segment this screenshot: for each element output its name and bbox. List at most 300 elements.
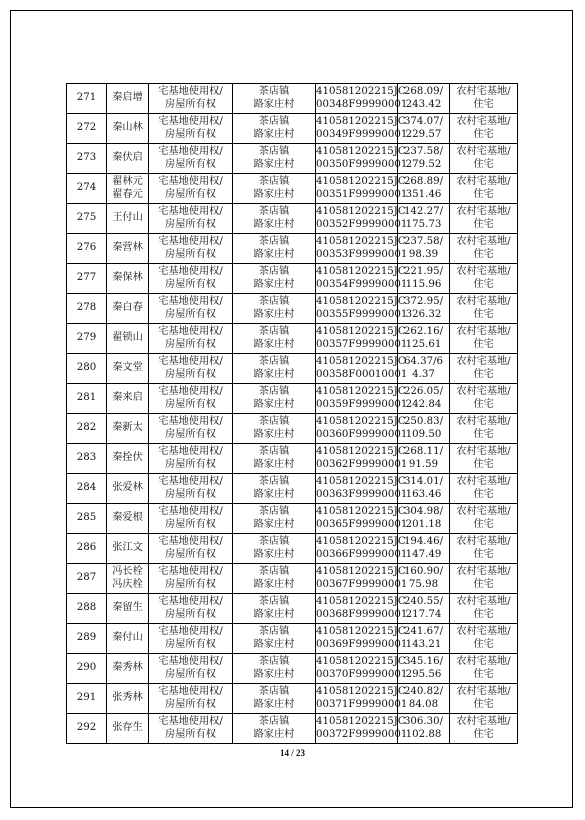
- cell-area-line: 240.82/: [403, 686, 444, 697]
- cell-owner-name-line: 冯庆栓: [112, 578, 143, 590]
- cell-land-use-line: 住宅: [473, 548, 494, 560]
- cell-location: [233, 84, 316, 114]
- cell-right-type-line: 房屋所有权: [165, 218, 216, 230]
- cell-location-line: 路家庄村: [253, 398, 295, 410]
- cell-land-use: [450, 624, 518, 654]
- cell-right-type-line: 宅基地使用权/: [158, 326, 223, 337]
- cell-right-type-line: 宅基地使用权/: [158, 116, 223, 127]
- cell-right-type-line: 房屋所有权: [165, 698, 216, 710]
- cell-owner-name: [107, 714, 149, 744]
- cell-land-use-line: 住宅: [473, 368, 494, 380]
- cell-land-use: [450, 204, 518, 234]
- cell-right-type-line: 宅基地使用权/: [158, 536, 223, 547]
- cell-unit-code-line: 410581202215JC: [316, 566, 406, 577]
- cell-area-line: 372.95/: [403, 296, 444, 307]
- cell-unit-code-line: 410581202215JC: [316, 416, 406, 427]
- cell-unit-code-line: 00372F99990001: [316, 728, 408, 740]
- cell-unit-code-line: 00363F99990001: [316, 488, 408, 500]
- cell-serial-number: 272: [67, 114, 107, 144]
- cell-owner-name-line: 秦山林: [112, 122, 143, 134]
- cell-right-type-line: 宅基地使用权/: [158, 356, 223, 367]
- cell-unit-code: [316, 444, 408, 474]
- cell-land-use-line: 住宅: [473, 278, 494, 290]
- cell-location-line: 路家庄村: [253, 368, 295, 380]
- table-row: [67, 414, 518, 444]
- cell-land-use: [450, 654, 518, 684]
- cell-serial-number: 276: [67, 234, 107, 264]
- cell-land-use: [450, 594, 518, 624]
- cell-area-line: 250.83/: [403, 416, 444, 427]
- cell-owner-name-line: 秦付山: [112, 632, 143, 644]
- cell-unit-code-line: 410581202215JC: [316, 656, 406, 667]
- table-row: [67, 594, 518, 624]
- cell-owner-name-line: 秦来启: [112, 392, 143, 404]
- cell-owner-name-line: 秦文堂: [112, 362, 143, 374]
- cell-owner-name: [107, 384, 149, 414]
- cell-right-type-line: 宅基地使用权/: [158, 446, 223, 457]
- cell-unit-code-line: 00354F99990001: [316, 278, 408, 290]
- cell-land-use-line: 农村宅基地/: [456, 566, 511, 577]
- cell-unit-code-line: 00351F99990001: [316, 188, 408, 200]
- cell-unit-code: [316, 504, 408, 534]
- cell-area: [398, 174, 450, 204]
- cell-location-line: 茶店镇: [258, 296, 290, 307]
- cell-right-type: [149, 594, 233, 624]
- cell-owner-name-line: 张存生: [112, 722, 143, 734]
- cell-right-type-line: 房屋所有权: [165, 188, 216, 200]
- cell-area-line: 304.98/: [403, 506, 444, 517]
- cell-area-line: 91.59: [408, 458, 439, 470]
- cell-area-line: 102.88: [405, 728, 442, 740]
- cell-area: [398, 654, 450, 684]
- cell-unit-code-line: 410581202215JC: [316, 626, 406, 637]
- cell-owner-name-line: 秦营林: [112, 242, 143, 254]
- table-row: [67, 234, 518, 264]
- cell-right-type: [149, 624, 233, 654]
- cell-right-type: [149, 354, 233, 384]
- cell-right-type: [149, 294, 233, 324]
- cell-land-use-line: 农村宅基地/: [456, 626, 511, 637]
- cell-owner-name: [107, 144, 149, 174]
- cell-serial-number: 291: [67, 684, 107, 714]
- cell-land-use: [450, 114, 518, 144]
- cell-unit-code: [316, 534, 408, 564]
- cell-land-use-line: 农村宅基地/: [456, 596, 511, 607]
- cell-right-type-line: 宅基地使用权/: [158, 146, 223, 157]
- cell-right-type-line: 宅基地使用权/: [158, 596, 223, 607]
- cell-location-line: 茶店镇: [258, 596, 290, 607]
- table-row: [67, 534, 518, 564]
- cell-location-line: 茶店镇: [258, 476, 290, 487]
- cell-serial-number: 278: [67, 294, 107, 324]
- cell-area-line: 226.05/: [403, 386, 444, 397]
- cell-land-use-line: 农村宅基地/: [456, 446, 511, 457]
- cell-unit-code: [316, 114, 408, 144]
- cell-serial-number: 292: [67, 714, 107, 744]
- cell-unit-code-line: 410581202215JC: [316, 206, 406, 217]
- cell-unit-code: [316, 474, 408, 504]
- cell-land-use-line: 农村宅基地/: [456, 656, 511, 667]
- cell-serial-number: 277: [67, 264, 107, 294]
- cell-area-line: 237.58/: [403, 236, 444, 247]
- table-row: [67, 294, 518, 324]
- cell-unit-code-line: 00350F99990001: [316, 158, 408, 170]
- cell-land-use-line: 住宅: [473, 248, 494, 260]
- cell-right-type: [149, 264, 233, 294]
- cell-unit-code-line: 00353F99990001: [316, 248, 408, 260]
- cell-area-line: 374.07/: [403, 116, 444, 127]
- cell-unit-code-line: 00349F99990001: [316, 128, 408, 140]
- cell-owner-name: [107, 474, 149, 504]
- cell-right-type-line: 房屋所有权: [165, 458, 216, 470]
- cell-location-line: 路家庄村: [253, 338, 295, 350]
- cell-land-use-line: 住宅: [473, 488, 494, 500]
- cell-land-use-line: 住宅: [473, 608, 494, 620]
- cell-owner-name-line: 秦拴伏: [112, 452, 143, 464]
- cell-location-line: 茶店镇: [258, 686, 290, 697]
- cell-area: [398, 534, 450, 564]
- cell-unit-code: [316, 84, 408, 114]
- cell-land-use-line: 农村宅基地/: [456, 416, 511, 427]
- cell-area-line: 163.46: [405, 488, 442, 500]
- cell-land-use-line: 农村宅基地/: [456, 326, 511, 337]
- cell-right-type: [149, 174, 233, 204]
- cell-unit-code-line: 410581202215JC: [316, 506, 406, 517]
- cell-location: [233, 384, 316, 414]
- cell-location-line: 茶店镇: [258, 416, 290, 427]
- cell-area: [398, 324, 450, 354]
- cell-land-use-line: 住宅: [473, 158, 494, 170]
- table-row: [67, 564, 518, 594]
- cell-unit-code-line: 410581202215JC: [316, 536, 406, 547]
- cell-unit-code-line: 00368F99990001: [316, 608, 408, 620]
- cell-area-line: 345.16/: [403, 656, 444, 667]
- cell-land-use-line: 住宅: [473, 668, 494, 680]
- cell-area-line: 314.01/: [403, 476, 444, 487]
- table-row: [67, 204, 518, 234]
- cell-owner-name-line: 冯长栓: [112, 566, 143, 577]
- cell-owner-name: [107, 414, 149, 444]
- cell-location-line: 路家庄村: [253, 638, 295, 650]
- cell-area: [398, 504, 450, 534]
- cell-location-line: 路家庄村: [253, 578, 295, 590]
- cell-unit-code: [316, 174, 408, 204]
- cell-area-line: 98.39: [408, 248, 439, 260]
- cell-location-line: 茶店镇: [258, 266, 290, 277]
- table-row: [67, 714, 518, 744]
- cell-unit-code-line: 00348F99990001: [316, 98, 408, 110]
- cell-right-type: [149, 564, 233, 594]
- cell-unit-code-line: 410581202215JC: [316, 116, 406, 127]
- page-number: 14 / 23: [279, 748, 305, 758]
- cell-unit-code-line: 00366F99990001: [316, 548, 408, 560]
- cell-right-type-line: 宅基地使用权/: [158, 686, 223, 697]
- cell-location-line: 茶店镇: [258, 236, 290, 247]
- cell-owner-name: [107, 444, 149, 474]
- cell-right-type-line: 宅基地使用权/: [158, 476, 223, 487]
- table-row: [67, 504, 518, 534]
- cell-area-line: 351.46: [405, 188, 442, 200]
- table-row: [67, 114, 518, 144]
- cell-land-use: [450, 504, 518, 534]
- cell-right-type: [149, 474, 233, 504]
- cell-owner-name: [107, 324, 149, 354]
- cell-owner-name: [107, 174, 149, 204]
- cell-location: [233, 594, 316, 624]
- cell-owner-name-line: 秦新太: [112, 422, 143, 434]
- cell-owner-name-line: 张秀林: [112, 692, 143, 704]
- cell-area-line: 243.42: [405, 98, 442, 110]
- table-row: [67, 384, 518, 414]
- cell-location-line: 路家庄村: [253, 668, 295, 680]
- table-row: [67, 174, 518, 204]
- cell-unit-code-line: 410581202215JC: [316, 716, 406, 727]
- cell-serial-number: 282: [67, 414, 107, 444]
- cell-unit-code-line: 410581202215JC: [316, 236, 406, 247]
- cell-location: [233, 504, 316, 534]
- cell-land-use: [450, 354, 518, 384]
- cell-right-type-line: 房屋所有权: [165, 338, 216, 350]
- cell-unit-code: [316, 654, 408, 684]
- cell-location: [233, 534, 316, 564]
- cell-location-line: 茶店镇: [258, 386, 290, 397]
- cell-owner-name-line: 秦保林: [112, 272, 143, 284]
- cell-right-type-line: 宅基地使用权/: [158, 506, 223, 517]
- cell-area-line: 175.73: [405, 218, 442, 230]
- cell-unit-code: [316, 144, 408, 174]
- cell-unit-code: [316, 594, 408, 624]
- cell-right-type-line: 房屋所有权: [165, 128, 216, 140]
- cell-right-type-line: 房屋所有权: [165, 638, 216, 650]
- cell-land-use-line: 住宅: [473, 518, 494, 530]
- cell-land-use: [450, 534, 518, 564]
- cell-area-line: 306.30/: [403, 716, 444, 727]
- cell-right-type: [149, 654, 233, 684]
- cell-right-type-line: 宅基地使用权/: [158, 266, 223, 277]
- cell-area-line: 217.74: [405, 608, 442, 620]
- cell-land-use-line: 农村宅基地/: [456, 386, 511, 397]
- cell-area: [398, 204, 450, 234]
- cell-location-line: 路家庄村: [253, 458, 295, 470]
- cell-area-line: 221.95/: [403, 266, 444, 277]
- cell-area-line: 268.11/: [403, 446, 444, 457]
- table-row: [67, 144, 518, 174]
- cell-owner-name-line: 翟春元: [112, 188, 143, 200]
- cell-owner-name-line: 翟林元: [112, 176, 143, 187]
- cell-unit-code-line: 410581202215JC: [316, 446, 406, 457]
- cell-unit-code-line: 00371F99990001: [316, 698, 408, 710]
- cell-location: [233, 294, 316, 324]
- cell-area-line: 237.58/: [403, 146, 444, 157]
- cell-right-type: [149, 324, 233, 354]
- cell-unit-code-line: 410581202215JC: [316, 86, 406, 97]
- cell-area-line: 194.46/: [403, 536, 444, 547]
- cell-location: [233, 714, 316, 744]
- cell-serial-number: 281: [67, 384, 107, 414]
- cell-land-use-line: 农村宅基地/: [456, 176, 511, 187]
- cell-owner-name: [107, 114, 149, 144]
- cell-area: [398, 264, 450, 294]
- cell-location-line: 茶店镇: [258, 206, 290, 217]
- cell-location-line: 路家庄村: [253, 518, 295, 530]
- cell-owner-name-line: 秦白春: [112, 302, 143, 314]
- cell-land-use-line: 住宅: [473, 578, 494, 590]
- cell-area-line: 147.49: [405, 548, 442, 560]
- cell-location: [233, 234, 316, 264]
- cell-right-type: [149, 84, 233, 114]
- cell-location-line: 路家庄村: [253, 248, 295, 260]
- cell-location-line: 茶店镇: [258, 656, 290, 667]
- cell-right-type-line: 房屋所有权: [165, 308, 216, 320]
- cell-land-use-line: 农村宅基地/: [456, 236, 511, 247]
- cell-right-type-line: 房屋所有权: [165, 248, 216, 260]
- cell-serial-number: 285: [67, 504, 107, 534]
- cell-right-type-line: 房屋所有权: [165, 158, 216, 170]
- cell-area-line: 125.61: [405, 338, 442, 350]
- table-row: [67, 654, 518, 684]
- cell-area-line: 115.96: [405, 278, 442, 290]
- cell-location-line: 路家庄村: [253, 218, 295, 230]
- cell-location-line: 茶店镇: [258, 146, 290, 157]
- cell-unit-code-line: 00358F00010001: [316, 368, 408, 380]
- cell-area-line: 268.09/: [403, 86, 444, 97]
- cell-location: [233, 444, 316, 474]
- table-row: [67, 444, 518, 474]
- cell-land-use-line: 住宅: [473, 428, 494, 440]
- cell-right-type-line: 房屋所有权: [165, 608, 216, 620]
- cell-right-type: [149, 384, 233, 414]
- cell-location: [233, 264, 316, 294]
- cell-serial-number: 273: [67, 144, 107, 174]
- cell-unit-code: [316, 564, 408, 594]
- cell-land-use: [450, 714, 518, 744]
- cell-area-line: 262.16/: [403, 326, 444, 337]
- cell-serial-number: 274: [67, 174, 107, 204]
- cell-owner-name-line: 王付山: [112, 212, 143, 224]
- cell-area-line: 4.37: [412, 368, 435, 380]
- cell-land-use-line: 住宅: [473, 638, 494, 650]
- cell-unit-code: [316, 234, 408, 264]
- cell-right-type: [149, 414, 233, 444]
- cell-owner-name: [107, 594, 149, 624]
- cell-unit-code-line: 410581202215JC: [316, 266, 406, 277]
- cell-location-line: 路家庄村: [253, 188, 295, 200]
- cell-land-use-line: 住宅: [473, 188, 494, 200]
- table-row: [67, 684, 518, 714]
- cell-land-use: [450, 174, 518, 204]
- cell-owner-name: [107, 624, 149, 654]
- cell-unit-code-line: 410581202215JC: [316, 596, 406, 607]
- cell-unit-code-line: 00362F99990001: [316, 458, 408, 470]
- cell-serial-number: 280: [67, 354, 107, 384]
- cell-location-line: 茶店镇: [258, 626, 290, 637]
- cell-area-line: 201.18: [405, 518, 442, 530]
- cell-location: [233, 204, 316, 234]
- cell-location-line: 茶店镇: [258, 86, 290, 97]
- cell-unit-code: [316, 624, 408, 654]
- cell-land-use-line: 农村宅基地/: [456, 146, 511, 157]
- cell-land-use: [450, 444, 518, 474]
- cell-location: [233, 654, 316, 684]
- cell-area-line: 295.56: [405, 668, 442, 680]
- cell-serial-number: 284: [67, 474, 107, 504]
- cell-unit-code: [316, 294, 408, 324]
- cell-land-use: [450, 264, 518, 294]
- cell-right-type: [149, 444, 233, 474]
- cell-serial-number: 288: [67, 594, 107, 624]
- cell-location: [233, 114, 316, 144]
- cell-land-use-line: 住宅: [473, 458, 494, 470]
- cell-right-type: [149, 534, 233, 564]
- records-table-body: [67, 84, 518, 744]
- cell-location: [233, 174, 316, 204]
- cell-owner-name-line: 张江文: [112, 542, 143, 554]
- cell-land-use-line: 住宅: [473, 308, 494, 320]
- cell-serial-number: 289: [67, 624, 107, 654]
- cell-area-line: 142.27/: [403, 206, 444, 217]
- cell-owner-name-line: 秦伏启: [112, 152, 143, 164]
- cell-land-use: [450, 234, 518, 264]
- cell-unit-code-line: 00369F99990001: [316, 638, 408, 650]
- cell-unit-code: [316, 324, 408, 354]
- cell-land-use: [450, 474, 518, 504]
- cell-owner-name-line: 张爱林: [112, 482, 143, 494]
- cell-unit-code-line: 410581202215JC: [316, 686, 406, 697]
- cell-right-type-line: 宅基地使用权/: [158, 716, 223, 727]
- cell-location-line: 路家庄村: [253, 158, 295, 170]
- cell-area: [398, 84, 450, 114]
- cell-area-line: 279.52: [405, 158, 442, 170]
- cell-location-line: 路家庄村: [253, 308, 295, 320]
- cell-area: [398, 114, 450, 144]
- cell-owner-name: [107, 204, 149, 234]
- cell-owner-name-line: 秦留生: [112, 602, 143, 614]
- cell-owner-name: [107, 654, 149, 684]
- cell-right-type-line: 房屋所有权: [165, 578, 216, 590]
- cell-serial-number: 290: [67, 654, 107, 684]
- cell-unit-code-line: 00359F99990001: [316, 398, 408, 410]
- cell-location-line: 路家庄村: [253, 698, 295, 710]
- cell-location-line: 茶店镇: [258, 716, 290, 727]
- cell-land-use: [450, 324, 518, 354]
- cell-location: [233, 144, 316, 174]
- cell-area: [398, 594, 450, 624]
- cell-area-line: 242.84: [405, 398, 442, 410]
- cell-owner-name-line: 秦爱根: [112, 512, 143, 524]
- cell-serial-number: 286: [67, 534, 107, 564]
- cell-unit-code-line: 00357F99990001: [316, 338, 408, 350]
- cell-unit-code: [316, 204, 408, 234]
- table-row: [67, 264, 518, 294]
- cell-location-line: 路家庄村: [253, 428, 295, 440]
- cell-location-line: 茶店镇: [258, 446, 290, 457]
- cell-area: [398, 414, 450, 444]
- cell-unit-code-line: 410581202215JC: [316, 476, 406, 487]
- cell-unit-code-line: 410581202215JC: [316, 296, 406, 307]
- cell-location-line: 路家庄村: [253, 98, 295, 110]
- cell-owner-name: [107, 354, 149, 384]
- cell-land-use-line: 农村宅基地/: [456, 476, 511, 487]
- cell-serial-number: 271: [67, 84, 107, 114]
- cell-area-line: 229.57: [405, 128, 442, 140]
- cell-owner-name: [107, 504, 149, 534]
- cell-location-line: 路家庄村: [253, 488, 295, 500]
- cell-right-type-line: 房屋所有权: [165, 278, 216, 290]
- table-row: [67, 324, 518, 354]
- cell-location-line: 茶店镇: [258, 536, 290, 547]
- cell-right-type-line: 宅基地使用权/: [158, 206, 223, 217]
- cell-right-type: [149, 144, 233, 174]
